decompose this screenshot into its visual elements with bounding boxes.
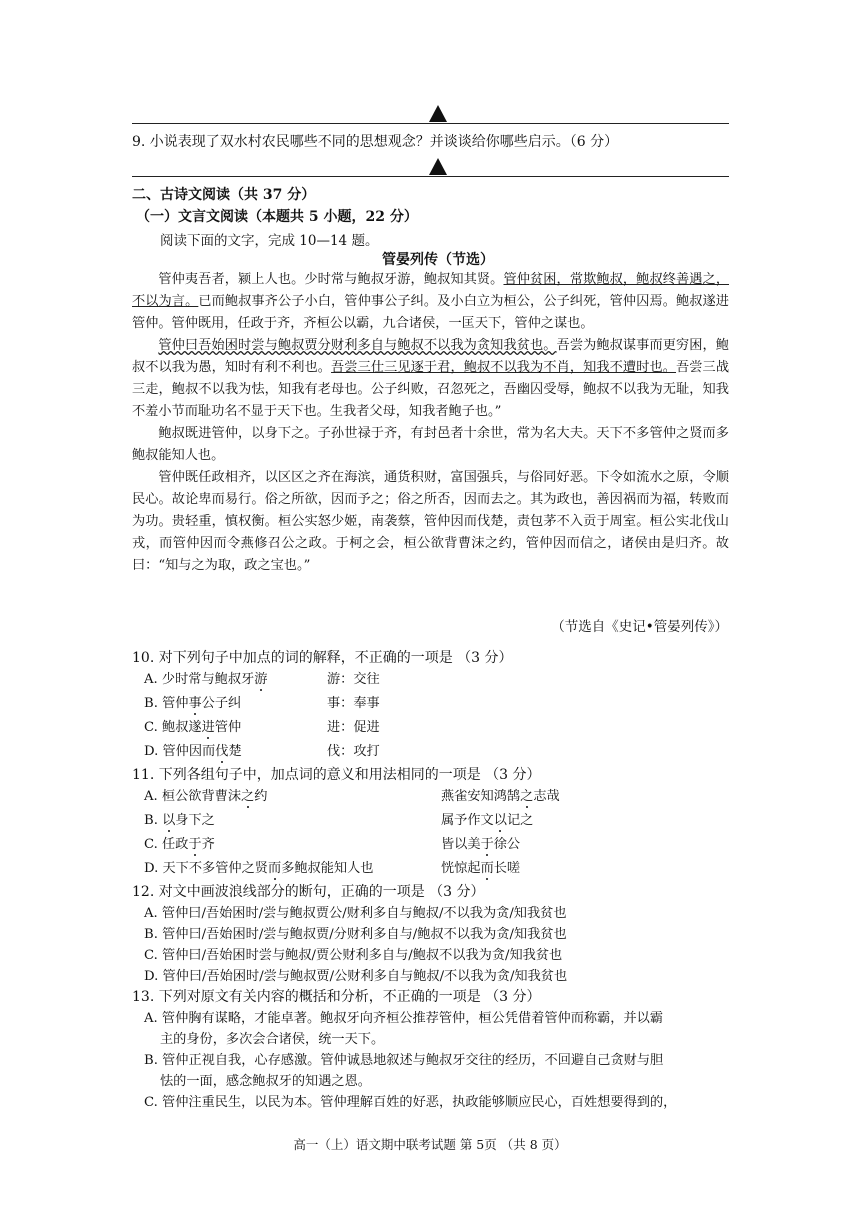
subsection-heading: （一）文言文阅读（本题共 5 小题，22 分） <box>136 209 418 225</box>
question-11-option-d-right: 恍惊起而长嗟 <box>441 861 521 876</box>
passage-paragraph <box>132 467 729 577</box>
question-10-gloss-d: 伐：攻打 <box>327 744 380 759</box>
question-10-stem: 10. 对下列句子中加点的词的解释，不正确的一项是 （3 分） <box>132 650 513 666</box>
passage-title: 管晏列传（节选） <box>382 252 494 268</box>
question-9: 9. 小说表现了双水村农民哪些不同的思想观念？并谈谈给你哪些启示。（6 分） <box>132 134 619 150</box>
question-10-option-c: C. 鲍叔遂进管仲 <box>144 720 242 735</box>
question-11-stem: 11. 下列各组句子中，加点词的意义和用法相同的一项是 （3 分） <box>132 767 541 783</box>
passage-text: 鲍叔既进管仲，以身下之。子孙世禄于齐，有封邑者十余世，常为名大夫。天下不多管仲之贤而多鲍叔能知人也。 <box>132 426 729 463</box>
underlined-sentence: 管仲贫困，常欺鲍叔，鲍叔终善遇之，不以为言。 <box>132 272 730 309</box>
question-11-option-a-right: 燕雀安知鸿鹄之志哉 <box>441 789 560 804</box>
answer-area-marker <box>429 158 447 175</box>
question-10-option-a: A. 少时常与鲍叔牙游 <box>144 672 268 687</box>
question-11-option-d-left: D. 天下不多管仲之贤而多鲍叔能知人也 <box>144 861 374 876</box>
passage-paragraph <box>132 423 729 467</box>
question-11-option-b-right: 属予作文以记之 <box>441 813 534 828</box>
question-11-option-b-left: B. 以身下之 <box>144 813 215 828</box>
passage-text: 吾尝为鲍叔谋事而更穷困，鲍叔不以我为愚，知时有利不利也。 <box>132 338 729 375</box>
passage-body <box>132 269 729 577</box>
question-10-gloss-c: 进：促进 <box>327 720 380 735</box>
wavy-underlined-sentence: 管仲曰吾始困时尝与鲍叔贾分财利多自与鲍叔不以我为贪知我贫也。 <box>158 338 557 353</box>
passage-text: 管仲既任政相齐，以区区之齐在海滨，通货积财，富国强兵，与俗同好恶。下令如流水之原，令顺民心。故论卑而易行。俗之所欲，因而予之；俗之所否，因而去之。其为政也，善因祸而为福，转败而为功。贵轻重，慎权衡。桓公实怒少姬，南袭蔡，管仲因而伐楚，责包茅不入贡于周室。桓公实北伐山戎，而管仲因而令燕修召公之政。于柯之会，桓公欲背曹沫之约，管仲因而信之，诸侯由是归齐。故曰：“知与之为取，政之宝也。” <box>132 470 729 573</box>
question-13-option-b-cont: 怯的一面，感念鲍叔牙的知遇之恩。 <box>160 1074 371 1089</box>
question-12-stem: 12. 对文中画波浪线部分的断句，正确的一项是 （3 分） <box>132 884 485 900</box>
passage-text: 吾尝三战三走，鲍叔不以我为怯，知我有老母也。公子纠败，召忽死之，吾幽囚受辱，鲍叔不以我为无耻，知我不羞小节而耻功名不显于天下也。生我者父母，知我者鲍子也。” <box>132 360 730 419</box>
question-10-gloss-b: 事：奉事 <box>327 696 380 711</box>
passage-text: 已而鲍叔事齐公子小白，管仲事公子纠。及小白立为桓公，公子纠死，管仲囚焉。鲍叔遂进管仲。管仲既用，任政于齐，齐桓公以霸，九合诸侯，一匡天下，管仲之谋也。 <box>132 294 729 331</box>
passage-paragraph <box>132 269 729 335</box>
section-heading: 二、古诗文阅读（共 37 分） <box>132 187 316 203</box>
question-13-option-a-cont: 主的身份，多次会合诸侯，统一天下。 <box>160 1032 385 1047</box>
passage-text: 管仲夷吾者，颍上人也。少时常与鲍叔牙游，鲍叔知其贤。 <box>158 272 504 287</box>
question-13-stem: 13. 下列对原文有关内容的概括和分析，不正确的一项是 （3 分） <box>132 989 541 1005</box>
page-footer: 高一（上）语文期中联考试题 第 5页 （共 8 页） <box>293 1137 567 1152</box>
passage-source: （节选自《史记•管晏列传》） <box>551 619 728 635</box>
question-10-gloss-a: 游：交往 <box>327 672 380 687</box>
question-13-option-c: C. 管仲注重民生，以民为本。管仲理解百姓的好恶，执政能够顺应民心，百姓想要得到的， <box>144 1095 677 1110</box>
answer-line <box>132 123 729 124</box>
answer-area-marker <box>429 105 447 122</box>
question-13-option-b: B. 管仲正视自我，心存感激。管仲诚恳地叙述与鲍叔牙交往的经历，不回避自己贪财与胆 <box>144 1053 664 1068</box>
instruction-text: 阅读下面的文字，完成 10—14 题。 <box>160 233 379 249</box>
question-10-option-d: D. 管仲因而伐楚 <box>144 744 242 759</box>
question-11-option-c-right: 皆以美于徐公 <box>441 837 521 852</box>
underlined-sentence: 吾尝三仕三见逐于君，鲍叔不以我为不肖，知我不遭时也。 <box>331 360 677 375</box>
question-12-option-b: B. 管仲曰/吾始困时/尝与鲍叔贾/分财利多自与/鲍叔不以我为贪/知我贫也 <box>144 927 567 942</box>
question-13-option-a: A. 管仲胸有谋略，才能卓著。鲍叔牙向齐桓公推荐管仲，桓公凭借着管仲而称霸，并以霸 <box>144 1011 664 1026</box>
passage-paragraph <box>132 335 729 423</box>
question-12-option-c: C. 管仲曰/吾始困时尝与鲍叔/贾公财利多自与/鲍叔不以我为贪/知我贫也 <box>144 948 563 963</box>
question-12-option-a: A. 管仲曰/吾始困时/尝与鲍叔贾公/财利多自与鲍叔/不以我为贪/知我贫也 <box>144 906 567 921</box>
answer-line <box>132 176 729 177</box>
question-11-option-c-left: C. 任政于齐 <box>144 837 215 852</box>
question-10-option-b: B. 管仲事公子纠 <box>144 696 242 711</box>
question-11-option-a-left: A. 桓公欲背曹沫之约 <box>144 789 268 804</box>
question-12-option-d: D. 管仲曰/吾始困时/尝与鲍叔贾/公财利多自与鲍叔/不以我为贪/知我贫也 <box>144 969 568 984</box>
